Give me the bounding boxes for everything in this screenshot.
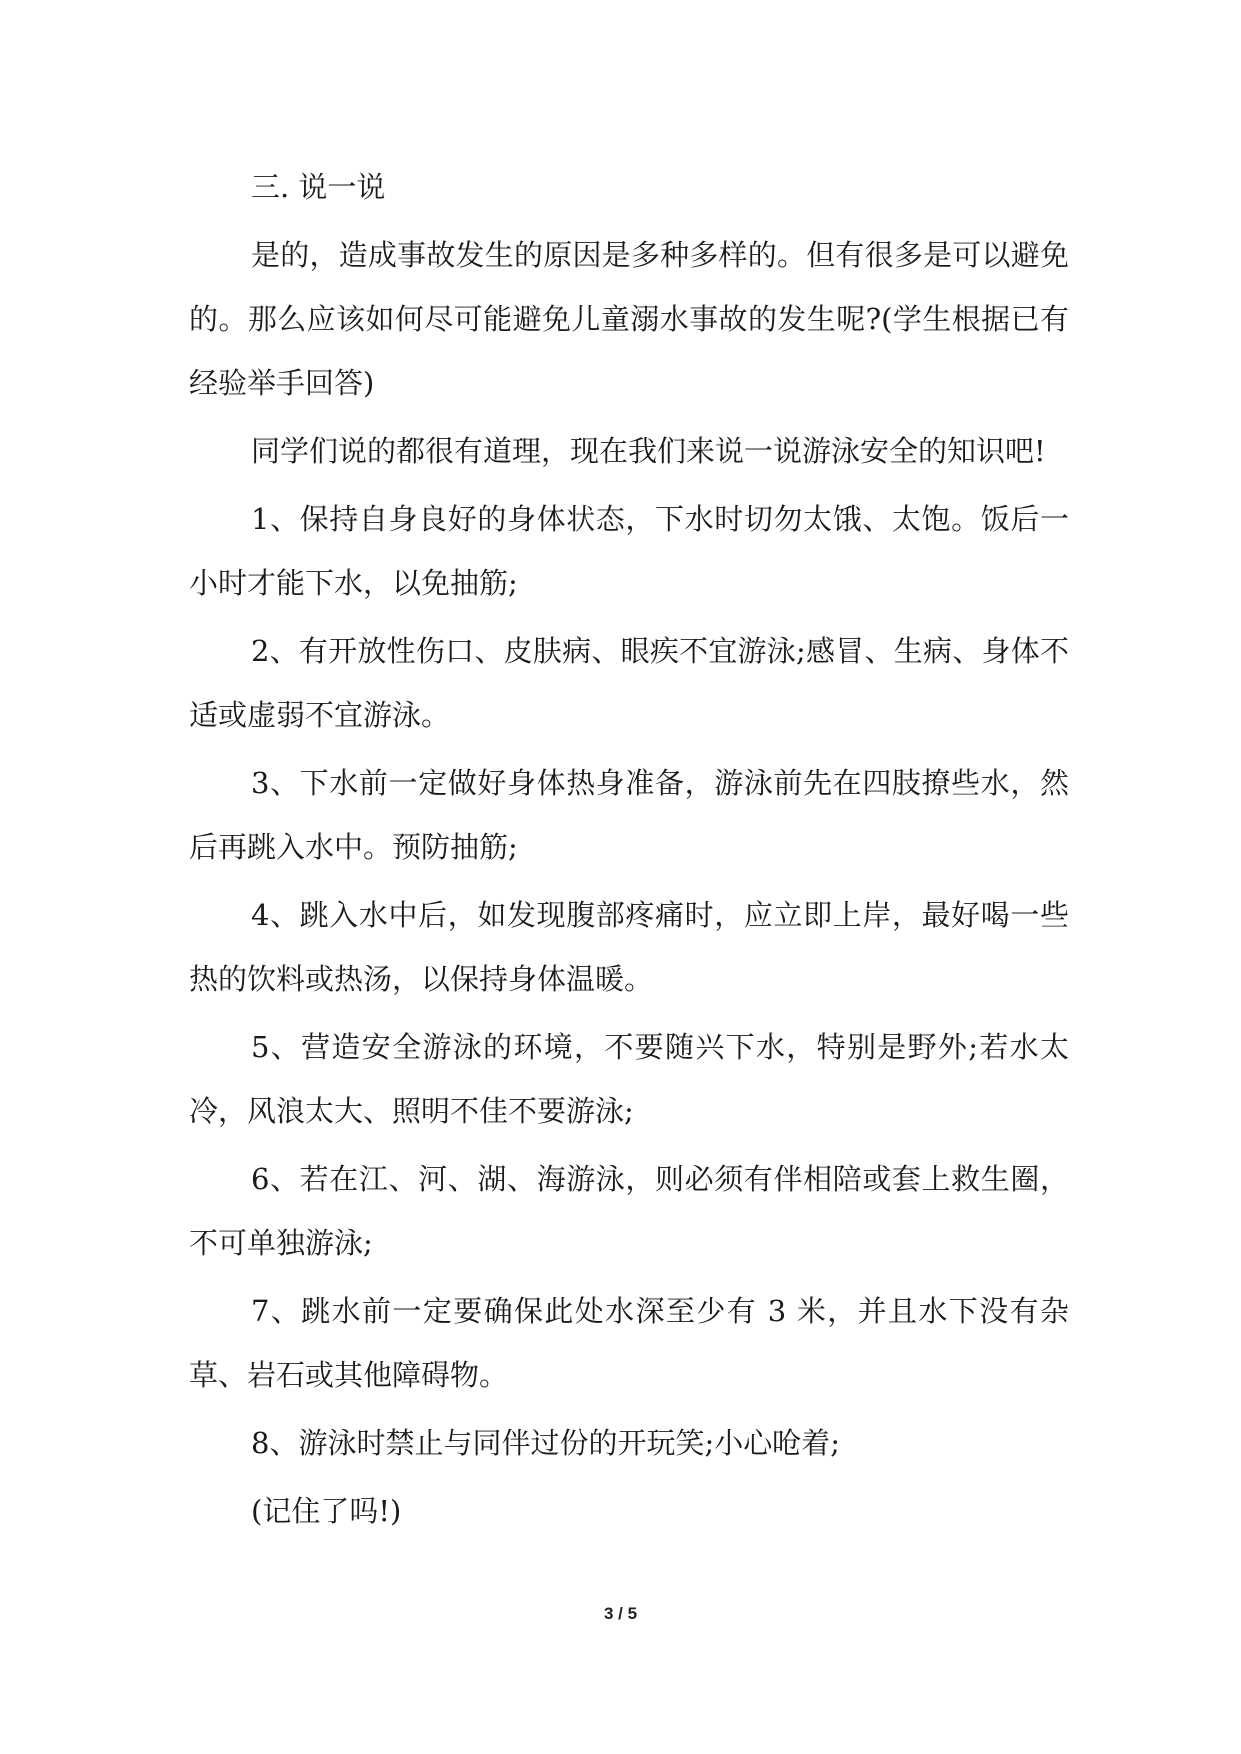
list-item-2: 2、有开放性伤口、皮肤病、眼疾不宜游泳;感冒、生病、身体不适或虚弱不宜游泳。 — [189, 634, 1069, 732]
list-item-6: 6、若在江、河、湖、海游泳，则必须有伴相陪或套上救生圈，不可单独游泳; — [189, 1162, 1069, 1260]
section-heading: 三. 说一说 — [251, 170, 386, 204]
closing-remark: (记住了吗!) — [251, 1494, 402, 1528]
document-body — [189, 155, 1069, 1547]
paragraph-transition: 同学们说的都很有道理，现在我们来说一说游泳安全的知识吧! — [251, 434, 1046, 468]
list-item-4: 4、跳入水中后，如发现腹部疼痛时，应立即上岸，最好喝一些热的饮料或热汤，以保持身体温暖。 — [189, 898, 1069, 996]
list-item-5: 5、营造安全游泳的环境，不要随兴下水，特别是野外;若水太冷，风浪太大、照明不佳不要游泳; — [189, 1030, 1069, 1128]
list-item-3: 3、下水前一定做好身体热身准备，游泳前先在四肢撩些水，然后再跳入水中。预防抽筋; — [189, 766, 1069, 864]
list-item-1: 1、保持自身良好的身体状态，下水时切勿太饿、太饱。饭后一小时才能下水，以免抽筋; — [189, 502, 1069, 600]
page-number: 3 / 5 — [603, 1604, 638, 1623]
list-item-8: 8、游泳时禁止与同伴过份的开玩笑;小心呛着; — [251, 1426, 840, 1460]
paragraph-intro: 是的，造成事故发生的原因是多种多样的。但有很多是可以避免的。那么应该如何尽可能避免儿童溺水事故的发生呢?(学生根据已有经验举手回答) — [189, 238, 1069, 400]
list-item-7: 7、跳水前一定要确保此处水深至少有 3 米，并且水下没有杂草、岩石或其他障碍物。 — [189, 1294, 1069, 1392]
